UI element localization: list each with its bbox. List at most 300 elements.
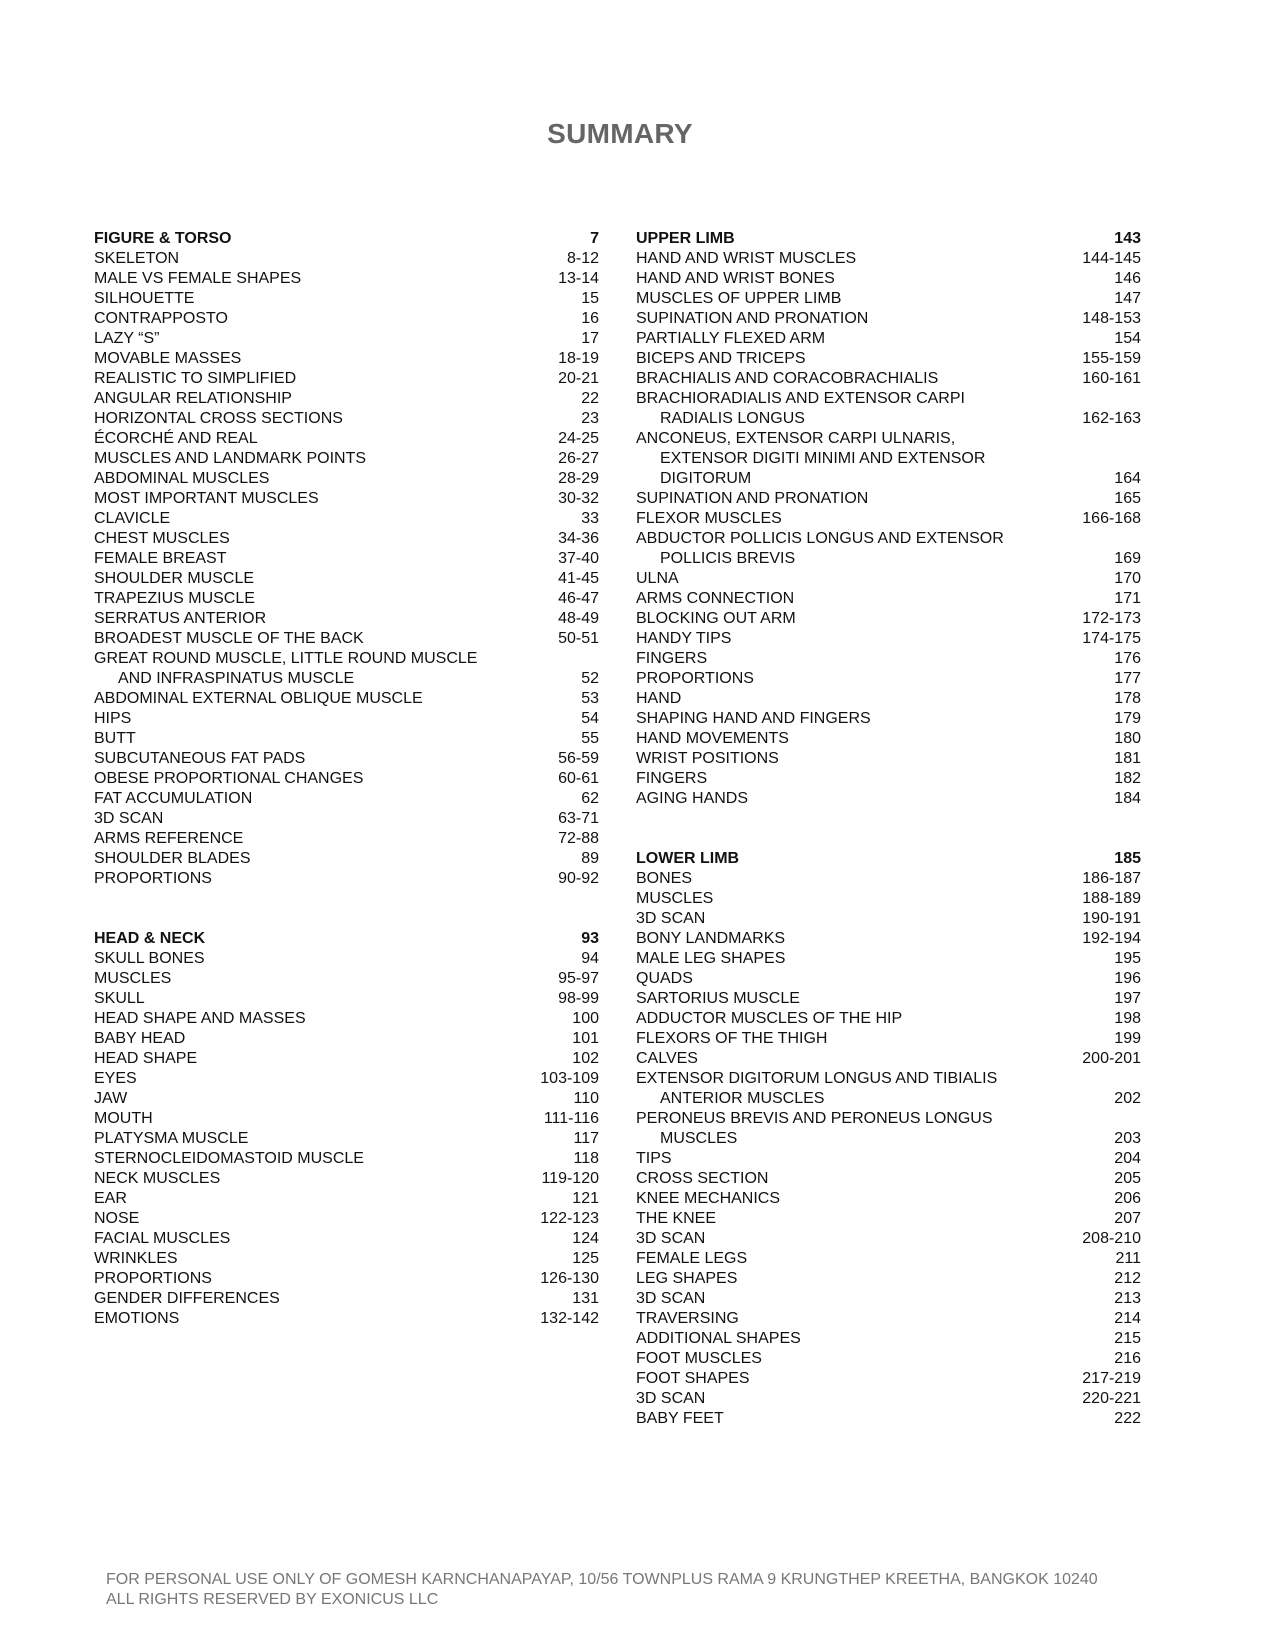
toc-entry-label-line: HANDY TIPS — [636, 630, 732, 647]
toc-entry — [636, 909, 1141, 929]
toc-entry — [636, 889, 1141, 909]
toc-entry-label-line: SKULL BONES — [94, 950, 205, 967]
toc-entry-label-line: MUSCLES — [636, 890, 714, 907]
toc-entry-label-line: SKULL — [94, 990, 145, 1007]
toc-entry-page: 26-27 — [558, 450, 599, 467]
toc-entry-label — [94, 649, 581, 689]
toc-entry-label — [94, 1089, 573, 1109]
toc-entry-page: 171 — [1114, 590, 1141, 607]
toc-entry-label-line: FOOT MUSCLES — [636, 1350, 762, 1367]
toc-entry-label-line: SUPINATION AND PRONATION — [636, 310, 869, 327]
toc-entry-page: 100 — [572, 1010, 599, 1027]
toc-entry-label-line: SHAPING HAND AND FINGERS — [636, 710, 871, 727]
toc-entry-label — [94, 1309, 540, 1329]
toc-entry-label-line: ARMS CONNECTION — [636, 590, 795, 607]
toc-entry-label — [636, 1049, 1082, 1069]
toc-entry-label-line: ABDUCTOR POLLICIS LONGUS AND EXTENSOR — [636, 530, 1004, 547]
toc-entry-label-line: SHOULDER MUSCLE — [94, 570, 255, 587]
toc-entry-label-line: SKELETON — [94, 250, 180, 267]
section-heading-page: 7 — [590, 230, 599, 247]
toc-entry — [94, 789, 599, 809]
toc-entry — [94, 1209, 599, 1229]
toc-entry-page: 200-201 — [1082, 1050, 1141, 1067]
toc-entry-page: 89 — [581, 850, 599, 867]
toc-entry-label — [636, 589, 1114, 609]
toc-entry-label-line: PLATYSMA MUSCLE — [94, 1130, 249, 1147]
toc-entry-label — [94, 529, 558, 549]
toc-entry-page: 162-163 — [1082, 410, 1141, 427]
toc-entry — [636, 629, 1141, 649]
toc-entry-label-line: BUTT — [94, 730, 136, 747]
toc-entry-label-line: 3D SCAN — [94, 810, 164, 827]
toc-entry-label-line: CALVES — [636, 1050, 698, 1067]
toc-entry — [94, 1309, 599, 1329]
toc-column-left — [94, 229, 599, 1369]
toc-section — [94, 929, 599, 1329]
toc-entry-label-line: ABDOMINAL MUSCLES — [94, 470, 270, 487]
toc-entry-page: 160-161 — [1082, 370, 1141, 387]
toc-entry — [94, 349, 599, 369]
toc-entry-label — [636, 529, 1114, 569]
toc-entry — [636, 1249, 1141, 1269]
toc-entry-label — [94, 829, 558, 849]
section-heading-label: FIGURE & TORSO — [94, 230, 232, 247]
toc-entry-label — [636, 629, 1082, 649]
toc-entry-label — [636, 869, 1082, 889]
toc-entry — [94, 829, 599, 849]
toc-entry-label-line: PERONEUS BREVIS AND PERONEUS LONGUS — [636, 1110, 993, 1127]
toc-entry-label-line: FINGERS — [636, 650, 708, 667]
toc-entry-label — [94, 1069, 540, 1089]
toc-entry-label-line: BRACHIALIS AND CORACOBRACHIALIS — [636, 370, 939, 387]
toc-entry-page: 213 — [1114, 1290, 1141, 1307]
toc-entry-label — [636, 1189, 1114, 1209]
toc-entry-label — [94, 569, 558, 589]
toc-entry-label-line: EXTENSOR DIGITORUM LONGUS AND TIBIALIS — [636, 1070, 998, 1087]
toc-entry-page: 204 — [1114, 1150, 1141, 1167]
toc-entry-page: 62 — [581, 790, 599, 807]
toc-entry-label — [94, 1149, 573, 1169]
toc-entry — [94, 509, 599, 529]
toc-entry-label-line: PROPORTIONS — [94, 870, 212, 887]
toc-entry-label — [94, 689, 581, 709]
toc-entry — [94, 489, 599, 509]
toc-entry — [94, 269, 599, 289]
toc-entry-page: 52 — [581, 670, 599, 687]
toc-entry-label-continuation: RADIALIS LONGUS — [660, 410, 805, 427]
toc-entry-label-line: 3D SCAN — [636, 1230, 706, 1247]
toc-entry-page: 184 — [1114, 790, 1141, 807]
toc-entry-page: 206 — [1114, 1190, 1141, 1207]
toc-entry-label-line: CONTRAPPOSTO — [94, 310, 228, 327]
toc-entry-label-line: TRAVERSING — [636, 1310, 739, 1327]
toc-entry-label — [94, 709, 581, 729]
toc-entry — [94, 629, 599, 649]
toc-entry-label — [94, 789, 581, 809]
toc-entry-page: 174-175 — [1082, 630, 1141, 647]
toc-entry-label-line: EYES — [94, 1070, 137, 1087]
toc-entry-label — [636, 649, 1114, 669]
toc-entry-label-line: HAND — [636, 690, 682, 707]
toc-entry-label-line: NECK MUSCLES — [94, 1170, 221, 1187]
toc-entry-label-line: WRINKLES — [94, 1250, 178, 1267]
toc-entry — [94, 1069, 599, 1089]
toc-entry-label-line: FLEXOR MUSCLES — [636, 510, 782, 527]
toc-entry-label-line: ÉCORCHÉ AND REAL — [94, 430, 258, 447]
toc-entry-page: 95-97 — [558, 970, 599, 987]
toc-entry-page: 166-168 — [1082, 510, 1141, 527]
toc-entry-label-line: FEMALE BREAST — [94, 550, 227, 567]
toc-entry — [94, 869, 599, 889]
toc-entry-label-line: ANCONEUS, EXTENSOR CARPI ULNARIS, — [636, 430, 956, 447]
toc-entry — [636, 289, 1141, 309]
toc-entry-page: 164 — [1114, 470, 1141, 487]
toc-entry — [94, 449, 599, 469]
toc-entry — [636, 1389, 1141, 1409]
toc-entry — [94, 549, 599, 569]
toc-entry-label — [636, 569, 1114, 589]
toc-entry-label — [636, 909, 1082, 929]
toc-section — [636, 849, 1141, 1429]
toc-entry — [636, 489, 1141, 509]
toc-entry-label — [636, 1329, 1114, 1349]
toc-entry — [636, 1049, 1141, 1069]
toc-entry-page: 178 — [1114, 690, 1141, 707]
toc-entry-page: 131 — [572, 1290, 599, 1307]
toc-entry-page: 15 — [581, 290, 599, 307]
toc-entry — [94, 949, 599, 969]
toc-entry-page: 22 — [581, 390, 599, 407]
toc-entry-label — [636, 389, 1082, 429]
toc-entry-page: 54 — [581, 710, 599, 727]
toc-entry — [636, 709, 1141, 729]
toc-entry — [94, 1249, 599, 1269]
toc-entry-label-line: MUSCLES AND LANDMARK POINTS — [94, 450, 367, 467]
toc-entry-page: 220-221 — [1082, 1390, 1141, 1407]
toc-entry-page: 18-19 — [558, 350, 599, 367]
section-heading-page: 185 — [1114, 850, 1141, 867]
toc-entry-label-line: ANGULAR RELATIONSHIP — [94, 390, 292, 407]
toc-entry-label — [94, 1229, 572, 1249]
toc-entry — [636, 429, 1141, 489]
toc-entry-label — [94, 1109, 544, 1129]
toc-entry-label-line: FLEXORS OF THE THIGH — [636, 1030, 828, 1047]
toc-entry — [636, 1329, 1141, 1349]
toc-entry-label — [636, 309, 1082, 329]
toc-entry — [94, 1289, 599, 1309]
toc-entry-page: 8-12 — [566, 250, 599, 267]
toc-entry-page: 202 — [1114, 1090, 1141, 1107]
toc-entry-label-continuation: DIGITORUM — [660, 470, 752, 487]
toc-entry-label — [94, 289, 581, 309]
toc-entry-label — [94, 1289, 572, 1309]
toc-entry-page: 207 — [1114, 1210, 1141, 1227]
toc-entry — [636, 589, 1141, 609]
toc-entry-label-line: LAZY “S” — [94, 330, 160, 347]
toc-entry — [94, 649, 599, 689]
toc-entry-label-line: HEAD SHAPE AND MASSES — [94, 1010, 306, 1027]
toc-entry-label-line: ADDITIONAL SHAPES — [636, 1330, 801, 1347]
toc-entry-label — [636, 1309, 1114, 1329]
toc-entry — [636, 949, 1141, 969]
toc-entry — [636, 1369, 1141, 1389]
toc-entry-page: 212 — [1114, 1270, 1141, 1287]
toc-entry-label — [94, 389, 581, 409]
toc-entry-label — [636, 1269, 1114, 1289]
section-heading-label: UPPER LIMB — [636, 230, 735, 247]
section-heading-label: LOWER LIMB — [636, 850, 740, 867]
toc-entry-label-line: EAR — [94, 1190, 127, 1207]
toc-entry-label — [94, 309, 581, 329]
toc-column-right — [636, 229, 1141, 1469]
toc-entry — [636, 929, 1141, 949]
toc-entry — [636, 1409, 1141, 1429]
toc-entry-label-line: TIPS — [636, 1150, 672, 1167]
toc-entry-page: 155-159 — [1082, 350, 1141, 367]
toc-entry-page: 121 — [572, 1190, 599, 1207]
toc-entry-label — [636, 769, 1114, 789]
toc-entry-label — [636, 1249, 1115, 1269]
toc-entry — [636, 269, 1141, 289]
toc-entry-page: 102 — [572, 1050, 599, 1067]
toc-entry-label — [94, 769, 558, 789]
section-heading-page: 93 — [581, 930, 599, 947]
toc-entry-label-line: REALISTIC TO SIMPLIFIED — [94, 370, 297, 387]
toc-entry-page: 132-142 — [540, 1310, 599, 1327]
section-heading — [94, 929, 599, 949]
toc-entry — [94, 709, 599, 729]
toc-entry-label-line: STERNOCLEIDOMASTOID MUSCLE — [94, 1150, 364, 1167]
toc-entry-label — [94, 1269, 540, 1289]
toc-entry — [94, 749, 599, 769]
toc-entry — [636, 1349, 1141, 1369]
toc-entry-page: 214 — [1114, 1310, 1141, 1327]
toc-entry-label-line: ULNA — [636, 570, 679, 587]
toc-entry-label-line: HEAD SHAPE — [94, 1050, 198, 1067]
toc-entry-page: 208-210 — [1082, 1230, 1141, 1247]
toc-entry — [636, 349, 1141, 369]
toc-entry — [636, 609, 1141, 629]
toc-entry-page: 179 — [1114, 710, 1141, 727]
toc-entry-label-line: AGING HANDS — [636, 790, 749, 807]
toc-entry-page: 186-187 — [1082, 870, 1141, 887]
toc-entry-label-continuation: ANTERIOR MUSCLES — [660, 1090, 825, 1107]
toc-entry — [94, 569, 599, 589]
toc-entry-label — [636, 789, 1114, 809]
toc-entry-label-line: BROADEST MUSCLE OF THE BACK — [94, 630, 364, 647]
toc-entry — [94, 1229, 599, 1249]
toc-entry-label-continuation: MUSCLES — [660, 1130, 738, 1147]
toc-entry-label-line: QUADS — [636, 970, 693, 987]
toc-entry-label-line: EMOTIONS — [94, 1310, 180, 1327]
toc-entry — [636, 689, 1141, 709]
toc-entry-page: 216 — [1114, 1350, 1141, 1367]
toc-entry-label-line: MUSCLES — [94, 970, 172, 987]
toc-entry-page: 122-123 — [540, 1210, 599, 1227]
toc-entry-label-line: ABDOMINAL EXTERNAL OBLIQUE MUSCLE — [94, 690, 423, 707]
toc-entry-label-line: ARMS REFERENCE — [94, 830, 244, 847]
toc-entry-page: 188-189 — [1082, 890, 1141, 907]
toc-entry-label-line: MOVABLE MASSES — [94, 350, 242, 367]
toc-entry-label — [94, 1009, 572, 1029]
toc-entry-label — [94, 489, 558, 509]
toc-entry — [636, 669, 1141, 689]
toc-entry-label — [636, 1029, 1114, 1049]
toc-entry-label — [636, 969, 1114, 989]
toc-entry-label — [636, 249, 1082, 269]
toc-entry-page: 147 — [1114, 290, 1141, 307]
toc-entry-label — [636, 729, 1114, 749]
toc-section — [94, 229, 599, 889]
toc-entry-label-line: SERRATUS ANTERIOR — [94, 610, 267, 627]
toc-entry-label — [94, 1049, 572, 1069]
toc-entry-page: 118 — [573, 1150, 599, 1167]
toc-entry-page: 197 — [1114, 990, 1141, 1007]
toc-entry-page: 50-51 — [558, 630, 599, 647]
toc-entry-label-line: NOSE — [94, 1210, 140, 1227]
toc-entry-label — [94, 989, 558, 1009]
toc-entry-label-line: MALE LEG SHAPES — [636, 950, 786, 967]
toc-entry-page: 56-59 — [558, 750, 599, 767]
toc-entry-label — [636, 749, 1114, 769]
toc-entry-label — [636, 289, 1114, 309]
toc-entry — [636, 1029, 1141, 1049]
toc-entry-page: 144-145 — [1082, 250, 1141, 267]
toc-entry-label — [94, 1249, 572, 1269]
toc-entry-label — [636, 949, 1114, 969]
toc-entry — [94, 469, 599, 489]
toc-entry-label-line: 3D SCAN — [636, 910, 706, 927]
toc-entry-label — [636, 609, 1082, 629]
toc-entry-label — [94, 349, 558, 369]
toc-entry — [94, 289, 599, 309]
toc-entry-label-line: OBESE PROPORTIONAL CHANGES — [94, 770, 364, 787]
toc-entry — [636, 369, 1141, 389]
toc-entry-label — [636, 669, 1114, 689]
toc-entry-page: 90-92 — [558, 870, 599, 887]
toc-entry-label — [94, 429, 558, 449]
toc-entry-label — [94, 629, 558, 649]
toc-entry-label — [636, 1169, 1114, 1189]
toc-entry-label — [636, 429, 1114, 489]
toc-entry — [636, 729, 1141, 749]
toc-entry-label — [636, 929, 1082, 949]
toc-entry — [636, 1289, 1141, 1309]
toc-entry-label-line: JAW — [94, 1090, 128, 1107]
toc-entry-page: 28-29 — [558, 470, 599, 487]
toc-entry-page: 177 — [1114, 670, 1141, 687]
toc-entry-page: 34-36 — [558, 530, 599, 547]
toc-entry-page: 172-173 — [1082, 610, 1141, 627]
toc-entry — [94, 529, 599, 549]
toc-entry — [94, 1169, 599, 1189]
toc-entry-page: 33 — [581, 510, 599, 527]
toc-entry-label-line: FACIAL MUSCLES — [94, 1230, 231, 1247]
toc-entry-page: 148-153 — [1082, 310, 1141, 327]
toc-entry-label-line: HAND AND WRIST BONES — [636, 270, 835, 287]
toc-entry-label-line: BONES — [636, 870, 693, 887]
toc-entry-page: 124 — [572, 1230, 599, 1247]
toc-entry-label-continuation: AND INFRASPINATUS MUSCLE — [118, 670, 355, 687]
toc-entry — [94, 1089, 599, 1109]
toc-entry-label — [636, 1349, 1114, 1369]
toc-entry-label — [636, 989, 1114, 1009]
footer — [106, 1570, 1098, 1610]
toc-entry-page: 119-120 — [541, 1170, 599, 1187]
toc-entry-label-line: CLAVICLE — [94, 510, 171, 527]
toc-entry-page: 181 — [1114, 750, 1141, 767]
toc-entry-label — [636, 509, 1082, 529]
toc-entry-label-line: MOST IMPORTANT MUSCLES — [94, 490, 319, 507]
toc-entry-page: 182 — [1114, 770, 1141, 787]
toc-entry — [636, 1209, 1141, 1229]
footer-line-2: ALL RIGHTS RESERVED BY EXONICUS LLC — [106, 1591, 439, 1608]
toc-entry-page: 154 — [1114, 330, 1141, 347]
toc-entry-label-line: SHOULDER BLADES — [94, 850, 251, 867]
toc-entry-page: 103-109 — [540, 1070, 599, 1087]
toc-entry-page: 125 — [572, 1250, 599, 1267]
toc-entry-label — [94, 949, 581, 969]
toc-entry-page: 63-71 — [558, 810, 599, 827]
toc-entry-page: 72-88 — [558, 830, 599, 847]
toc-entry-label — [636, 1389, 1082, 1409]
toc-entry-label — [94, 369, 558, 389]
toc-entry-label — [94, 609, 558, 629]
toc-entry-page: 20-21 — [558, 370, 599, 387]
toc-entry-page: 94 — [581, 950, 599, 967]
toc-entry — [636, 1309, 1141, 1329]
toc-entry-label — [94, 1029, 572, 1049]
toc-entry — [636, 569, 1141, 589]
section-heading-label: HEAD & NECK — [94, 930, 206, 947]
toc-entry — [636, 309, 1141, 329]
toc-entry — [636, 249, 1141, 269]
toc-entry-page: 195 — [1114, 950, 1141, 967]
toc-entry — [94, 1009, 599, 1029]
toc-entry-label — [94, 1169, 541, 1189]
toc-entry-label — [94, 1129, 573, 1149]
toc-entry — [94, 1029, 599, 1049]
toc-entry — [636, 1169, 1141, 1189]
toc-entry-page: 196 — [1114, 970, 1141, 987]
toc-entry — [94, 369, 599, 389]
toc-entry-page: 13-14 — [558, 270, 599, 287]
toc-entry-label-line: FOOT SHAPES — [636, 1370, 750, 1387]
toc-entry-label — [94, 249, 567, 269]
toc-entry-page: 169 — [1114, 550, 1141, 567]
toc-entry-label — [636, 889, 1082, 909]
toc-entry-label-line: FAT ACCUMULATION — [94, 790, 253, 807]
toc-entry-label — [94, 329, 581, 349]
toc-entry-label-line: PARTIALLY FLEXED ARM — [636, 330, 826, 347]
toc-entry-page: 165 — [1114, 490, 1141, 507]
toc-entry-label-line: KNEE MECHANICS — [636, 1190, 781, 1207]
toc-entry-label-line: BONY LANDMARKS — [636, 930, 786, 947]
toc-entry-label-line: WRIST POSITIONS — [636, 750, 779, 767]
toc-entry-page: 146 — [1114, 270, 1141, 287]
toc-entry — [94, 1129, 599, 1149]
toc-entry-label — [94, 809, 558, 829]
toc-entry-label-line: CHEST MUSCLES — [94, 530, 230, 547]
toc-entry — [636, 1149, 1141, 1169]
toc-entry-label-line: GREAT ROUND MUSCLE, LITTLE ROUND MUSCLE — [94, 650, 478, 667]
toc-entry — [636, 769, 1141, 789]
toc-entry-label-line: BICEPS AND TRICEPS — [636, 350, 806, 367]
toc-entry-label-continuation: POLLICIS BREVIS — [660, 550, 796, 567]
toc-entry-page: 198 — [1114, 1010, 1141, 1027]
toc-entry-label-line: PROPORTIONS — [636, 670, 754, 687]
toc-entry-label-line: HIPS — [94, 710, 132, 727]
